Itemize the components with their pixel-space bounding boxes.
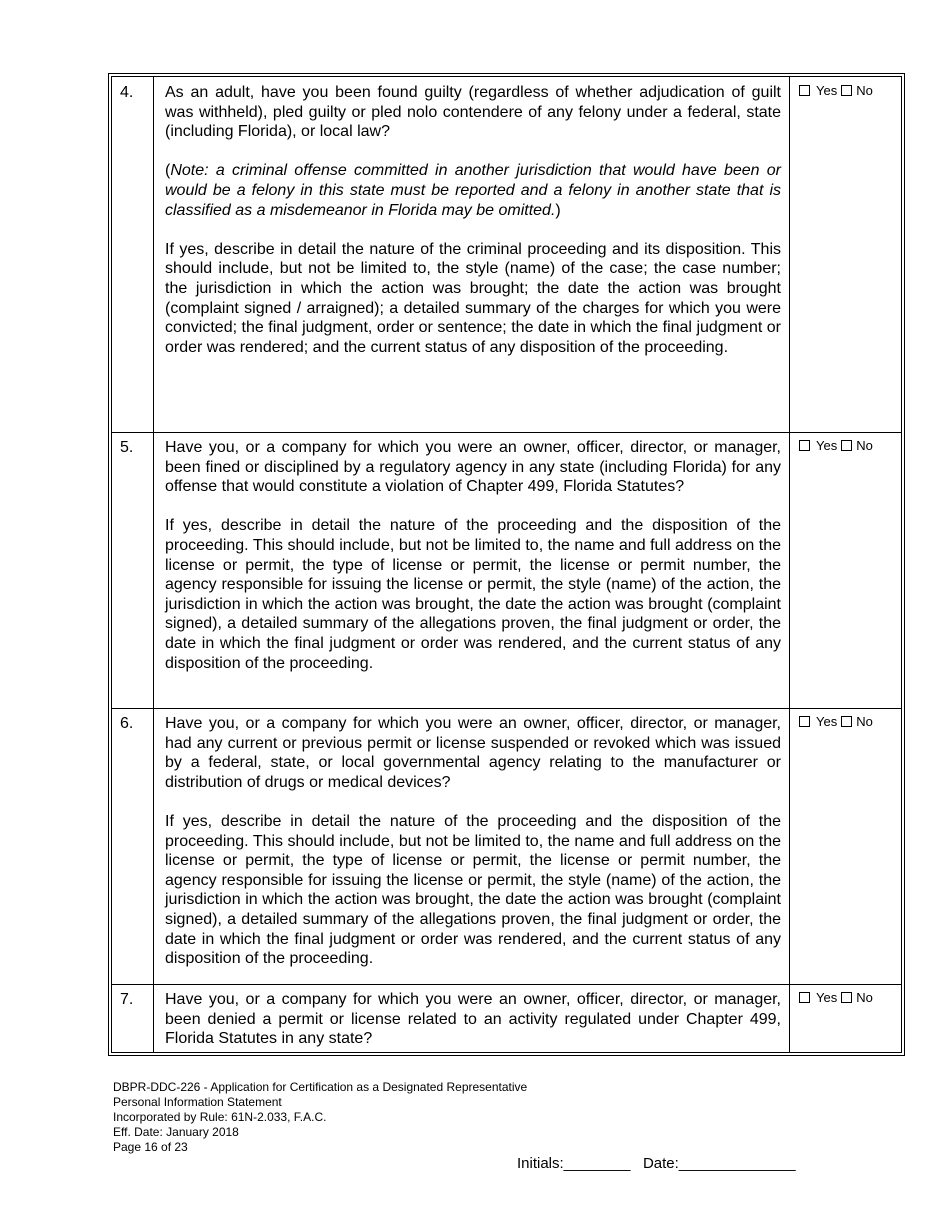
yes-label: Yes [816,438,838,453]
question-number: 4. [112,77,154,432]
question-text-cell [155,77,790,432]
yes-label: Yes [816,714,838,729]
question-row-5 [112,432,901,709]
no-label: No [856,438,873,453]
yes-no-cell [790,708,901,984]
yes-checkbox[interactable] [799,85,810,96]
question-detail: If yes, describe in detail the nature of the proceeding and the disposition of the proceeding. This should include, but not be limited to, the name and full address on the license or permit, the type of license or permit, the license or permit number, the agency responsible for issuing the license or permit, the style (name) of the action, the jurisdiction in which the action was brought, the date the action was brought (complaint signed), a detailed summary of the allegations proven, the final judgment or order, the date in which the final judgment or order was rendered, and the current status of any disposition of the proceeding. [165,812,781,968]
initials-date-line [517,1155,796,1172]
question-row-6 [112,708,901,985]
yes-checkbox[interactable] [799,716,810,727]
question-text-cell [155,984,790,1052]
footer-page-number: Page 16 of 23 [113,1140,188,1154]
no-checkbox[interactable] [841,440,852,451]
question-row-7 [112,984,901,1052]
no-checkbox[interactable] [841,716,852,727]
no-label: No [856,714,873,729]
question-number: 5. [112,432,154,708]
question-note: (Note: a criminal offense committed in another jurisdiction that would have been or would be a felony in this state must be reported and a felony in another state that is classified as a misdemeanor in Florida may be omitted.) [165,162,781,219]
question-detail: If yes, describe in detail the nature of the proceeding and the disposition of the proceeding. This should include, but not be limited to, the name and full address on the license or permit, the type of license or permit, the license or permit number, the agency responsible for issuing the license or permit, the style (name) of the action, the jurisdiction in which the action was brought, the date the action was brought (complaint signed), a detailed summary of the allegations proven, the final judgment or order, the date in which the final judgment or order was rendered, and the current status of any disposition of the proceeding. [165,517,781,672]
footer-eff-date: Eff. Date: January 2018 [113,1125,239,1139]
yes-no-cell [790,432,901,708]
footer-section: Personal Information Statement [113,1095,282,1109]
no-checkbox[interactable] [841,85,852,96]
yes-checkbox[interactable] [799,440,810,451]
question-number: 7. [112,984,154,1052]
question-text: Have you, or a company for which you were an owner, officer, director, or manager, been denied a permit or license related to an activity regulated under Chapter 499, Florida Statutes in any state? [165,991,781,1048]
yes-no-cell [790,984,901,1052]
question-text: As an adult, have you been found guilty (regardless of whether adjudication of guilt was withheld), pled guilty or pled nolo contendere of any felony under a federal, state (including Florida), or local law? [165,84,781,141]
form-footer [113,1080,527,1155]
yes-checkbox[interactable] [799,992,810,1003]
no-checkbox[interactable] [841,992,852,1003]
note-label: Note: [170,162,209,180]
no-label: No [856,83,873,98]
question-detail: If yes, describe in detail the nature of the criminal proceeding and its disposition. This should include, but not be limited to, the style (name) of the case; the case number; the jurisdiction in which the action was brought; the date the action was brought (complaint signed / arraigned); a detailed summary of the charges for which you were convicted; the final judgment, order or sentence; the date in which the final judgment or order was rendered; and the current status of any disposition of the proceeding. [165,240,781,356]
initials-field[interactable]: Initials:________ [517,1155,631,1172]
question-text-cell [155,708,790,984]
question-text-cell [155,432,790,708]
question-text: Have you, or a company for which you were an owner, officer, director, or manager, had any current or previous permit or license suspended or revoked which was issued by a federal, state, or local governmental agency relating to the manufacturer or distribution of drugs or medical devices? [165,715,781,791]
yes-label: Yes [816,83,838,98]
question-text: Have you, or a company for which you were an owner, officer, director, or manager, been fined or disciplined by a regulatory agency in any state (including Florida) for any offense that would constitute a violation of Chapter 499, Florida Statutes? [165,439,781,496]
note-text: a criminal offense committed in another jurisdiction that would have been or would be a felony in this state must be reported and a felony in another state that is classified as a misdemeanor in Florida may be omitted. [165,162,781,219]
yes-label: Yes [816,990,838,1005]
footer-rule: Incorporated by Rule: 61N-2.033, F.A.C. [113,1110,327,1124]
no-label: No [856,990,873,1005]
questions-table [108,73,905,1056]
footer-form-title: DBPR-DDC-226 - Application for Certification as a Designated Representative [113,1080,528,1094]
date-field[interactable]: Date:______________ [642,1155,796,1172]
question-number: 6. [112,708,154,984]
question-row-4 [112,77,901,433]
yes-no-cell [790,77,901,432]
